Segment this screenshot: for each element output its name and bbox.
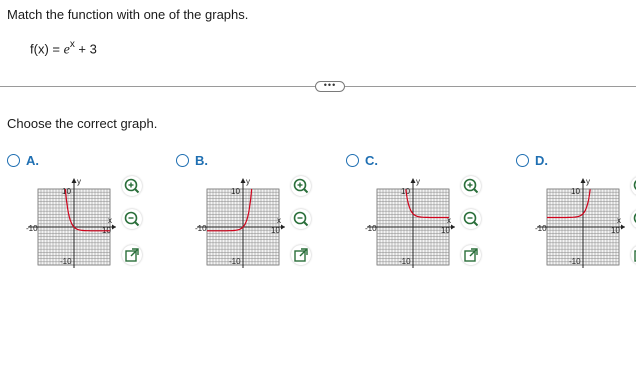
x-arrow bbox=[112, 225, 116, 230]
option-graph bbox=[535, 175, 625, 270]
option-a[interactable] bbox=[7, 150, 167, 290]
x-tick-min: -10 bbox=[365, 224, 377, 233]
y-tick-min: -10 bbox=[229, 257, 241, 266]
option-label: D. bbox=[535, 153, 548, 168]
expand-icon[interactable] bbox=[291, 245, 311, 265]
option-graph bbox=[195, 175, 285, 270]
y-tick-min: -10 bbox=[399, 257, 411, 266]
x-axis-label: x bbox=[108, 216, 112, 225]
radio-button[interactable] bbox=[346, 154, 359, 167]
radio-button[interactable] bbox=[176, 154, 189, 167]
graph-svg bbox=[535, 175, 625, 270]
option-graph bbox=[365, 175, 455, 270]
x-arrow bbox=[451, 225, 455, 230]
option-graph bbox=[26, 175, 116, 270]
graph-svg bbox=[26, 175, 116, 270]
y-tick-max: 10 bbox=[571, 187, 580, 196]
graph-svg bbox=[365, 175, 455, 270]
y-axis-label: y bbox=[416, 177, 420, 186]
y-tick-max: 10 bbox=[401, 187, 410, 196]
graph-svg bbox=[195, 175, 285, 270]
x-tick-max: 10 bbox=[441, 226, 450, 235]
choose-prompt: Choose the correct graph. bbox=[7, 116, 158, 131]
option-label: C. bbox=[365, 153, 378, 168]
x-axis-label: x bbox=[277, 216, 281, 225]
more-button[interactable]: ••• bbox=[315, 81, 345, 92]
function-exponent: x bbox=[69, 39, 75, 50]
y-arrow bbox=[241, 178, 246, 183]
function-base: e bbox=[63, 42, 70, 58]
function-suffix: + 3 bbox=[74, 41, 97, 57]
y-tick-max: 10 bbox=[62, 187, 71, 196]
y-arrow bbox=[411, 178, 416, 183]
x-axis-label: x bbox=[617, 216, 621, 225]
x-arrow bbox=[281, 225, 285, 230]
zoom-in-icon[interactable] bbox=[122, 176, 142, 196]
x-arrow bbox=[621, 225, 625, 230]
y-arrow bbox=[72, 178, 77, 183]
x-tick-max: 10 bbox=[271, 226, 280, 235]
question-instruction: Match the function with one of the graphs. bbox=[7, 7, 249, 22]
zoom-in-icon[interactable] bbox=[631, 176, 636, 196]
y-axis-label: y bbox=[586, 177, 590, 186]
zoom-out-icon[interactable] bbox=[291, 209, 311, 229]
x-tick-max: 10 bbox=[102, 226, 111, 235]
zoom-out-icon[interactable] bbox=[461, 209, 481, 229]
x-tick-min: -10 bbox=[535, 224, 547, 233]
function-prefix: f(x) = bbox=[30, 41, 64, 57]
y-tick-max: 10 bbox=[231, 187, 240, 196]
option-label: A. bbox=[26, 153, 39, 168]
y-arrow bbox=[581, 178, 586, 183]
x-tick-max: 10 bbox=[611, 226, 620, 235]
y-tick-min: -10 bbox=[569, 257, 581, 266]
option-c[interactable] bbox=[346, 150, 506, 290]
function-expression bbox=[30, 40, 97, 58]
zoom-out-icon[interactable] bbox=[122, 209, 142, 229]
expand-icon[interactable] bbox=[122, 245, 142, 265]
x-axis-label: x bbox=[447, 216, 451, 225]
x-tick-min: -10 bbox=[26, 224, 38, 233]
expand-icon[interactable] bbox=[461, 245, 481, 265]
zoom-in-icon[interactable] bbox=[461, 176, 481, 196]
option-d[interactable] bbox=[516, 150, 636, 290]
option-b[interactable] bbox=[176, 150, 336, 290]
zoom-in-icon[interactable] bbox=[291, 176, 311, 196]
x-tick-min: -10 bbox=[195, 224, 207, 233]
y-tick-min: -10 bbox=[60, 257, 72, 266]
radio-button[interactable] bbox=[516, 154, 529, 167]
zoom-out-icon[interactable] bbox=[631, 209, 636, 229]
y-axis-label: y bbox=[246, 177, 250, 186]
y-axis-label: y bbox=[77, 177, 81, 186]
radio-button[interactable] bbox=[7, 154, 20, 167]
option-label: B. bbox=[195, 153, 208, 168]
expand-icon[interactable] bbox=[631, 245, 636, 265]
